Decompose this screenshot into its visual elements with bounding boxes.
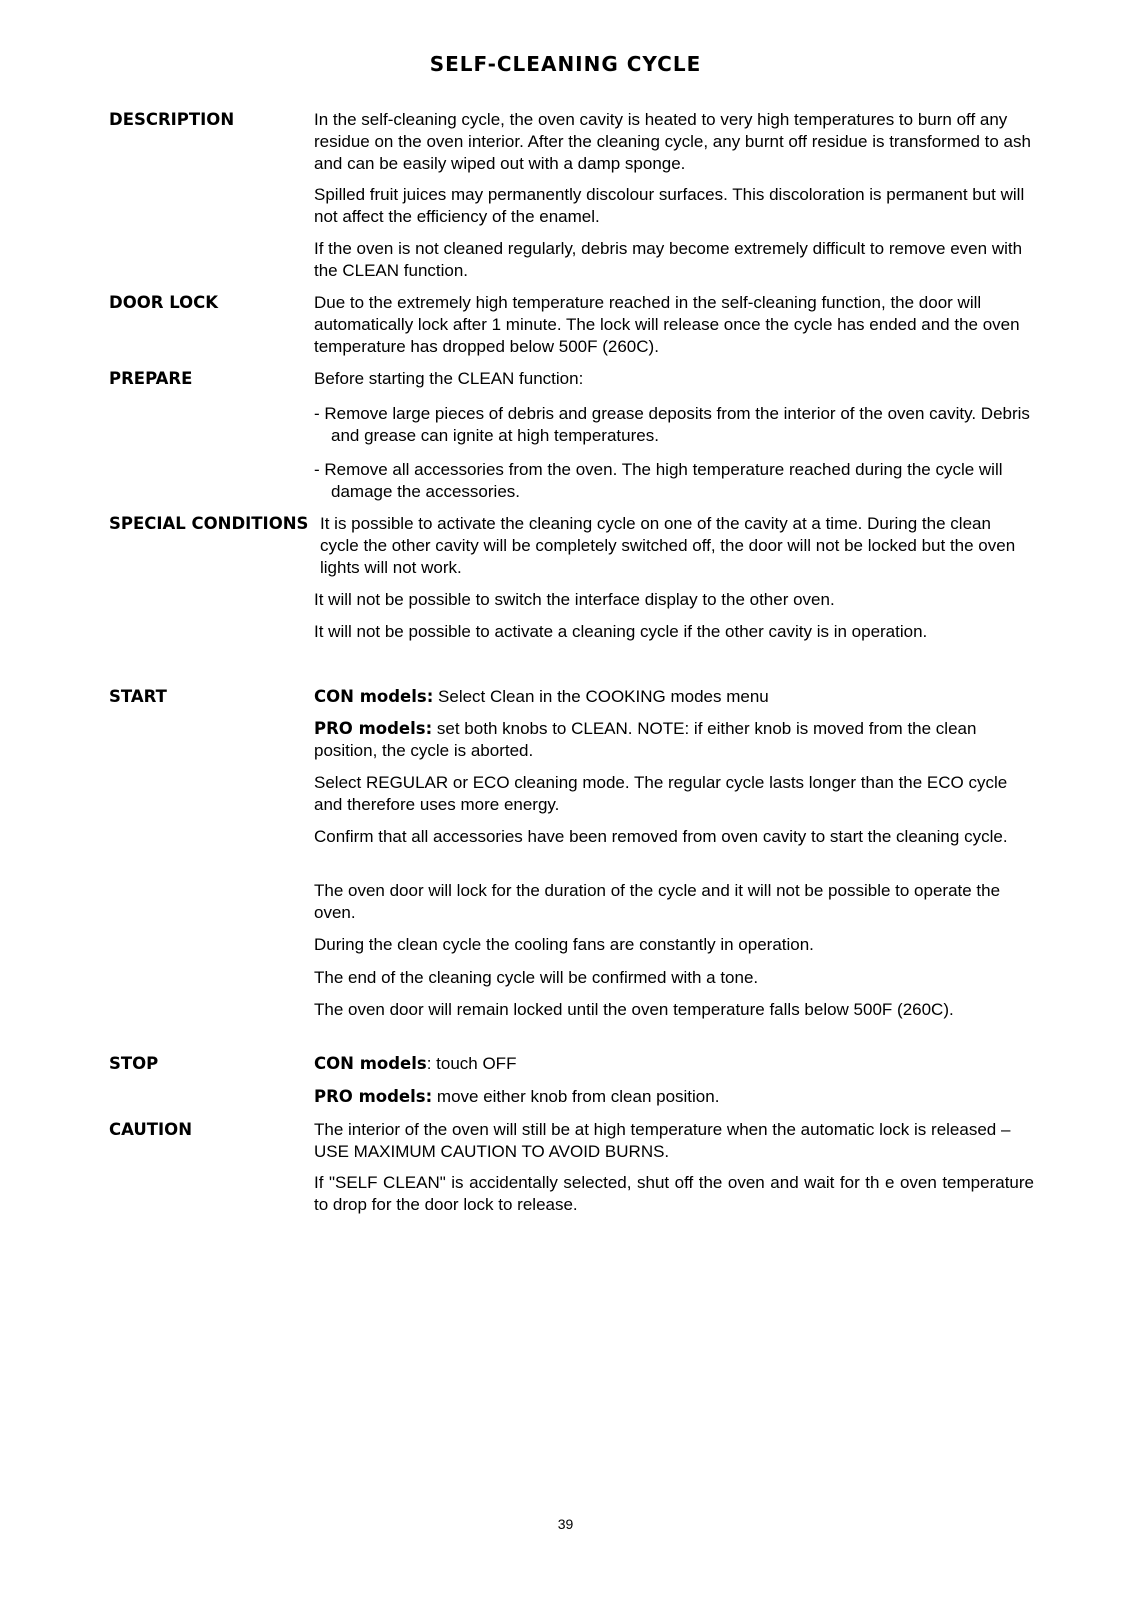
start-con-models [314, 686, 1034, 708]
page-number: 39 [557, 1516, 574, 1532]
start-para-4: During the clean cycle the cooling fans are constantly in operation. [314, 935, 814, 954]
page-title: SELF-CLEANING CYCLE [429, 52, 702, 76]
section-label-prepare: PREPARE [109, 369, 193, 388]
start-para-3: The oven door will lock for the duration of the cycle and it will not be possible to operate the oven. [314, 881, 1001, 922]
start-pro-models-label: PRO models: [314, 719, 433, 738]
section-label-special-conditions: SPECIAL CONDITIONS [109, 514, 309, 533]
special-para-1: It is possible to activate the cleaning cycle on one of the cavity at a time. During the clean cycle the other cavity will be completely switched off, the door will not be locked but the oven lights will not work. [320, 514, 1016, 577]
start-con-models-text: Select Clean in the COOKING modes menu [433, 687, 769, 706]
section-label-caution: CAUTION [109, 1120, 192, 1139]
special-para-3: It will not be possible to activate a cleaning cycle if the other cavity is in operation. [314, 622, 928, 641]
start-pro-models [314, 718, 1034, 762]
stop-con-models [314, 1053, 1034, 1075]
stop-con-models-label: CON models [314, 1054, 427, 1073]
prepare-bullet-2: - Remove all accessories from the oven. The high temperature reached during the cycle will damage the accessories. [314, 460, 1003, 501]
start-para-6: The oven door will remain locked until the oven temperature falls below 500F (260C). [314, 1000, 954, 1019]
caution-para-1: The interior of the oven will still be at high temperature when the automatic lock is released – USE MAXIMUM CAUTION TO AVOID BURNS. [314, 1120, 1011, 1161]
start-con-models-label: CON models: [314, 687, 434, 706]
stop-pro-models-label: PRO models: [314, 1087, 433, 1106]
door-lock-para-1: Due to the extremely high temperature reached in the self-cleaning function, the door will automatically lock after 1 minute. The lock will release once the cycle has ended and the oven temperature has dropped below 500F (260C). [314, 293, 1020, 356]
section-label-start: START [109, 687, 167, 706]
description-para-3: If the oven is not cleaned regularly, debris may become extremely difficult to remove even with the CLEAN function. [314, 239, 1023, 280]
stop-pro-models-text: move either knob from clean position. [432, 1087, 720, 1106]
caution-para-2: If "SELF CLEAN" is accidentally selected, shut off the oven and wait for th e oven temperature to drop for the door lock to release. [314, 1173, 1034, 1214]
start-para-1: Select REGULAR or ECO cleaning mode. The regular cycle lasts longer than the ECO cycle and therefore uses more energy. [314, 773, 1008, 814]
stop-con-models-text: : touch OFF [426, 1054, 517, 1073]
section-label-description: DESCRIPTION [109, 110, 235, 129]
prepare-bullet-1: - Remove large pieces of debris and grease deposits from the interior of the oven cavity. Debris and grease can ignite at high temperatures. [314, 404, 1030, 445]
start-para-5: The end of the cleaning cycle will be confirmed with a tone. [314, 968, 759, 987]
section-label-door-lock: DOOR LOCK [109, 293, 219, 312]
start-pro-models-text: set both knobs to CLEAN. NOTE: if either knob is moved from the clean position, the cycle is aborted. [314, 719, 977, 760]
prepare-para-1: Before starting the CLEAN function: [314, 369, 584, 388]
start-para-2: Confirm that all accessories have been removed from oven cavity to start the cleaning cycle. [314, 827, 1008, 846]
special-para-2: It will not be possible to switch the interface display to the other oven. [314, 590, 835, 609]
stop-pro-models [314, 1086, 1034, 1108]
section-label-stop: STOP [109, 1054, 159, 1073]
description-para-1: In the self-cleaning cycle, the oven cavity is heated to very high temperatures to burn off any residue on the oven interior. After the cleaning cycle, any burnt off residue is transformed to ash and can be easily wiped out with a damp sponge. [314, 110, 1031, 173]
description-para-2: Spilled fruit juices may permanently discolour surfaces. This discoloration is permanent but will not affect the efficiency of the enamel. [314, 185, 1025, 226]
